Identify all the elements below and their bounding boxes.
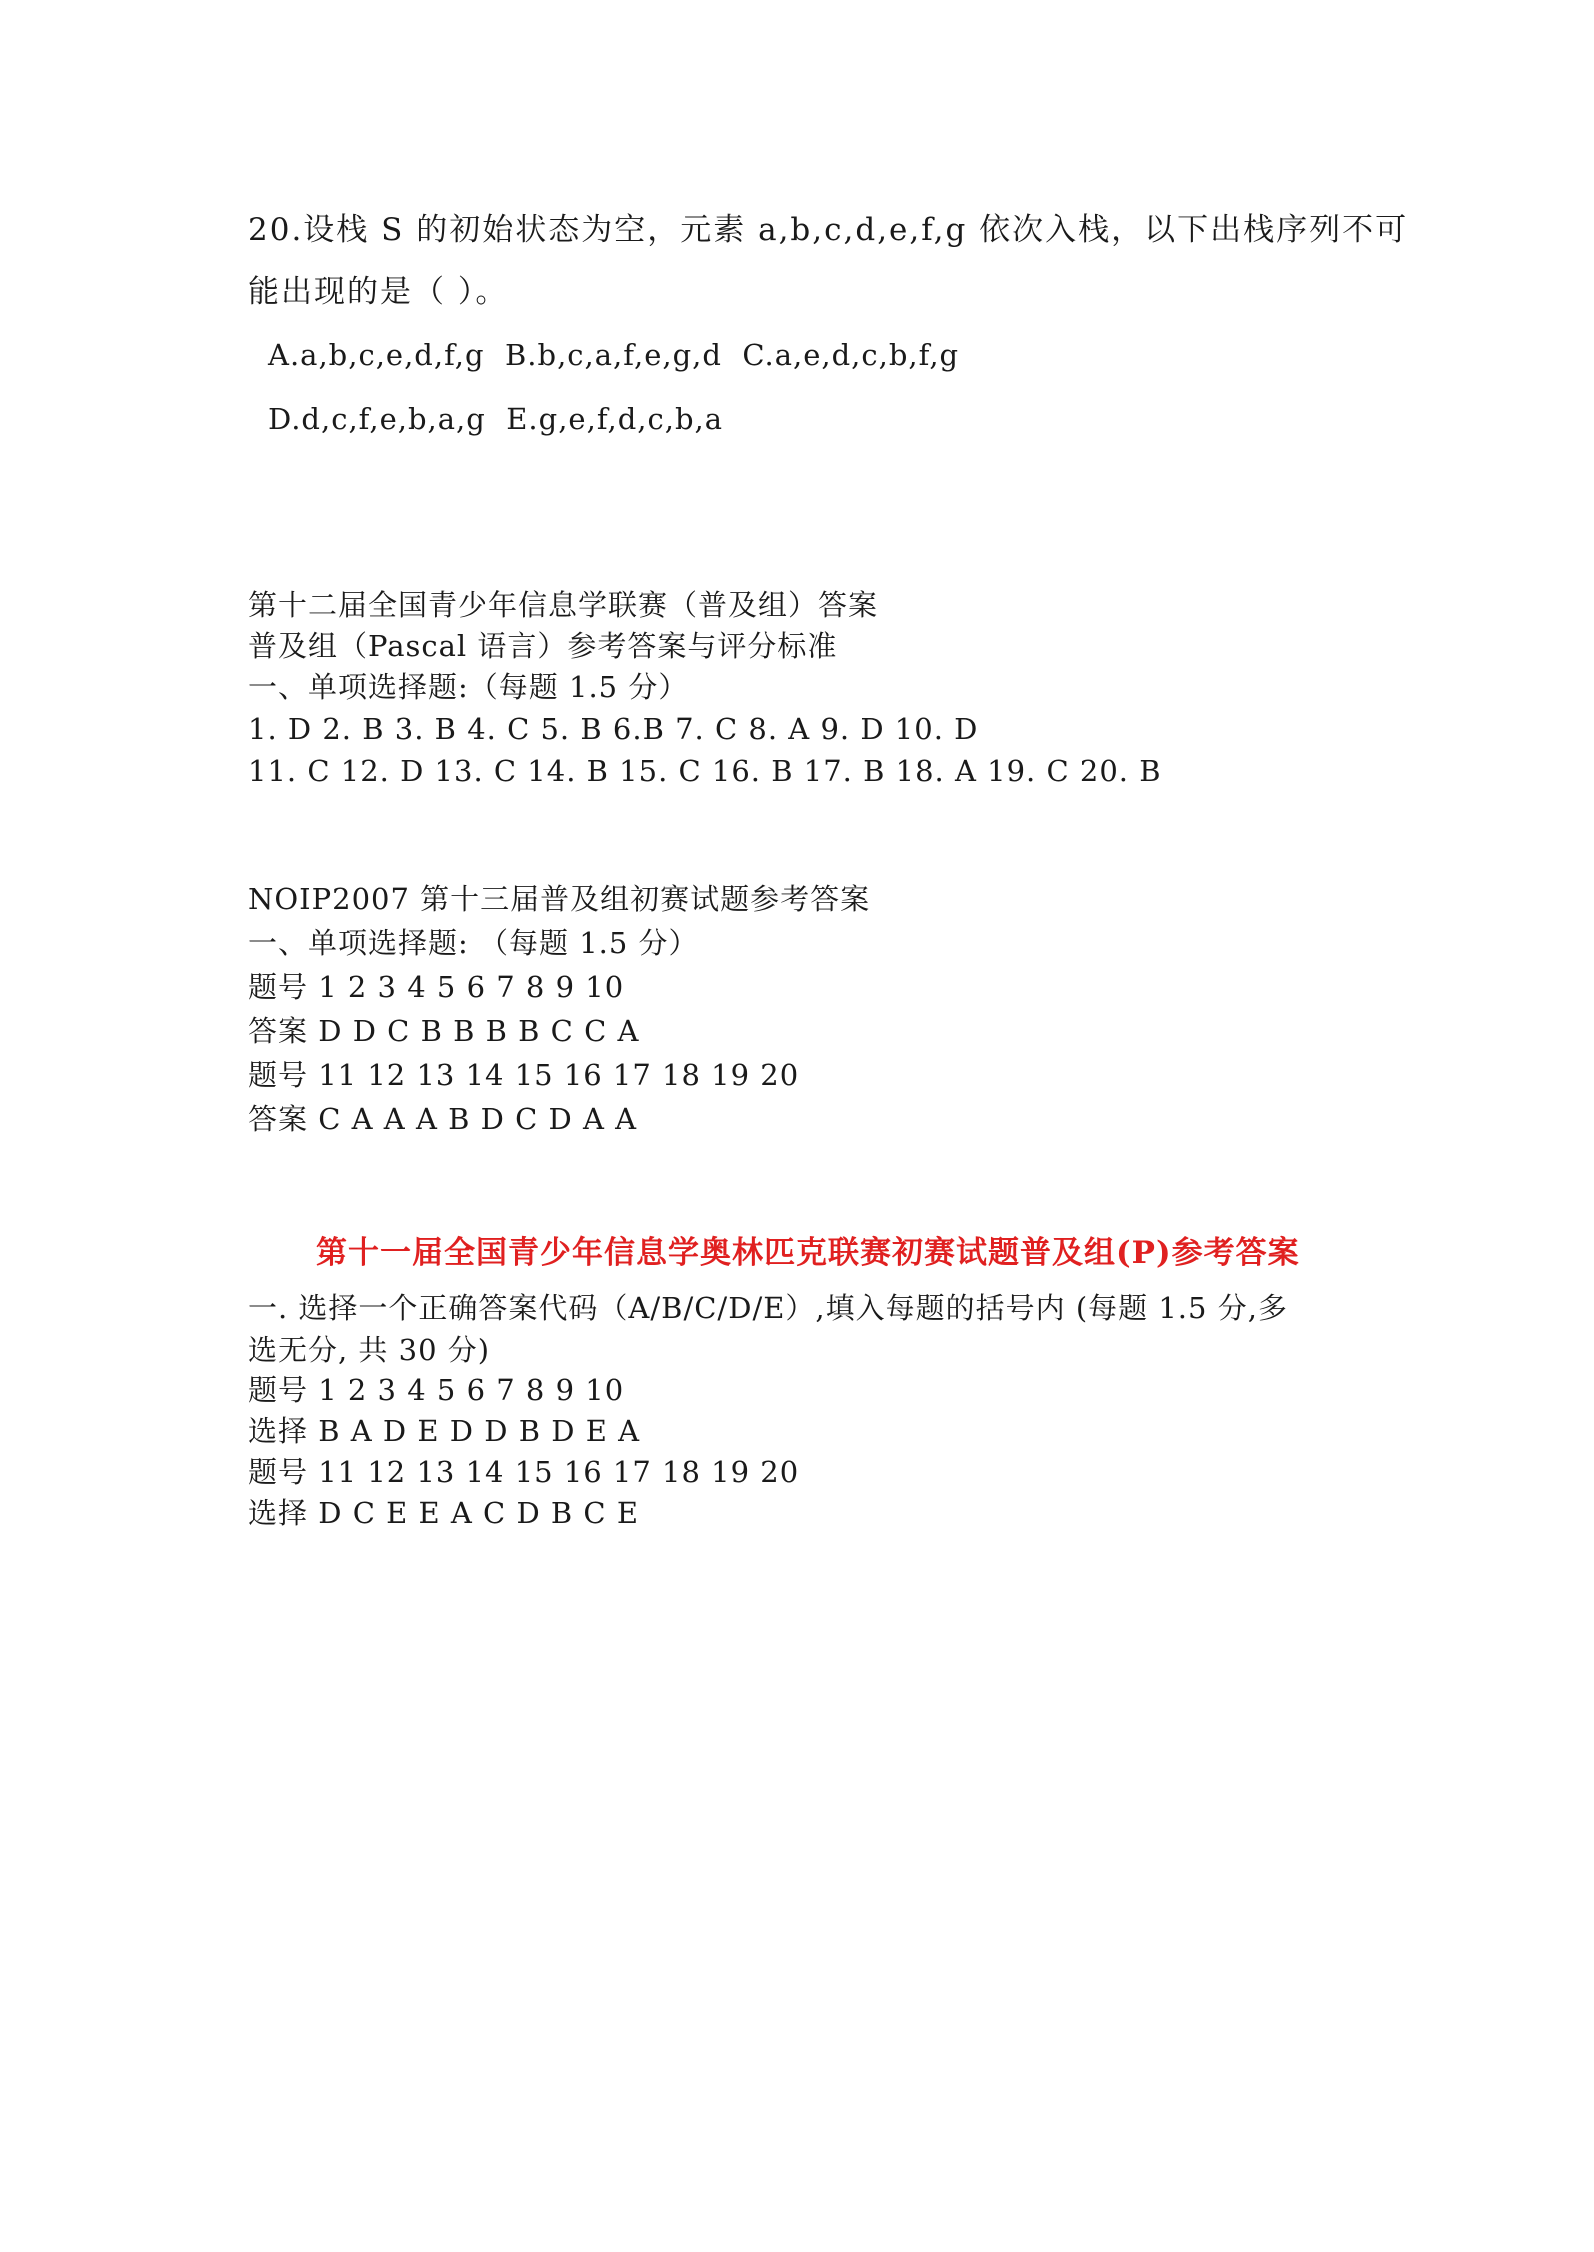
section11-number-row-1: 题号 1 2 3 4 5 6 7 8 9 10 bbox=[248, 1373, 625, 1407]
section13-title: NOIP2007 第十三届普及组初赛试题参考答案 bbox=[248, 882, 871, 916]
question-20-options-2: D.d,c,f,e,b,a,g E.g,e,f,d,c,b,a bbox=[268, 402, 724, 436]
section11-number-row-2: 题号 11 12 13 14 15 16 17 18 19 20 bbox=[248, 1455, 800, 1489]
section13-heading: 一、单项选择题: （每题 1.5 分） bbox=[248, 926, 699, 960]
section12-subtitle: 普及组（Pascal 语言）参考答案与评分标准 bbox=[248, 629, 838, 663]
section11-heading-line-2: 选无分, 共 30 分) bbox=[248, 1333, 491, 1367]
section13-answer-row-2: 答案 C A A A B D C D A A bbox=[248, 1102, 638, 1136]
section13-number-row-2: 题号 11 12 13 14 15 16 17 18 19 20 bbox=[248, 1058, 800, 1092]
section11-answer-row-2: 选择 D C E E A C D B C E bbox=[248, 1496, 640, 1530]
section12-answers-line-2: 11. C 12. D 13. C 14. B 15. C 16. B 17. B 18. A 19. C 20. B bbox=[248, 754, 1162, 788]
question-20-options-1: A.a,b,c,e,d,f,g B.b,c,a,f,e,g,d C.a,e,d,c,b,f,g bbox=[268, 338, 960, 372]
section12-answers-line-1: 1. D 2. B 3. B 4. C 5. B 6.B 7. C 8. A 9. D 10. D bbox=[248, 712, 979, 746]
section12-heading: 一、单项选择题:（每题 1.5 分） bbox=[248, 670, 689, 704]
section11-heading-line-1: 一. 选择一个正确答案代码（A/B/C/D/E）,填入每题的括号内 (每题 1.5 分,多 bbox=[248, 1291, 1288, 1325]
section13-answer-row-1: 答案 D D C B B B B C C A bbox=[248, 1014, 640, 1048]
section12-title: 第十二届全国青少年信息学联赛（普及组）答案 bbox=[248, 588, 879, 622]
section13-number-row-1: 题号 1 2 3 4 5 6 7 8 9 10 bbox=[248, 970, 625, 1004]
section11-answer-row-1: 选择 B A D E D D B D E A bbox=[248, 1414, 641, 1448]
section11-title: 第十一届全国青少年信息学奥林匹克联赛初赛试题普及组(P)参考答案 bbox=[316, 1235, 1300, 1271]
question-20-line-1: 20.设栈 S 的初始状态为空，元素 a,b,c,d,e,f,g 依次入栈，以下出栈序列不可 bbox=[248, 212, 1409, 248]
question-20-line-2: 能出现的是（ ）。 bbox=[248, 274, 509, 310]
